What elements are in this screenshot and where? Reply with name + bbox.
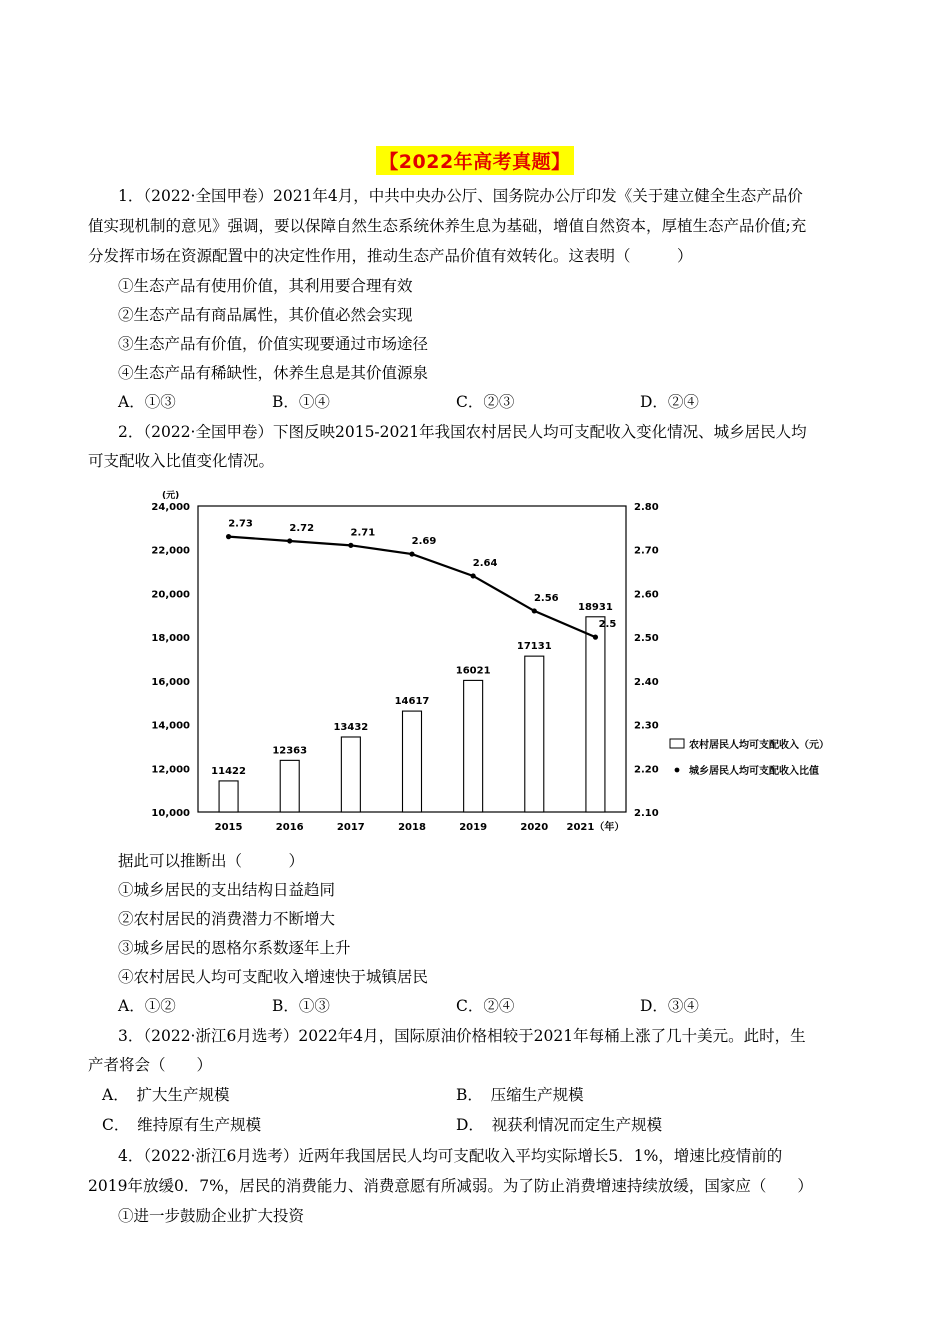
- q1-option-d[interactable]: D．②④: [640, 393, 699, 411]
- ratio-value-label: 2.5: [598, 619, 617, 631]
- q1-item-1: ①生态产品有使用价值，其利用要合理有效: [118, 277, 413, 295]
- left-tick-label: 10,000: [151, 808, 190, 819]
- q4-item-1: ①进一步鼓励企业扩大投资: [118, 1207, 305, 1225]
- q2-item-4: ④农村居民人均可支配收入增速快于城镇居民: [118, 968, 429, 986]
- right-tick-label: 2.20: [634, 764, 659, 776]
- q1-option-b[interactable]: B．①④: [272, 393, 330, 411]
- q1-option-a[interactable]: A．①③: [118, 393, 176, 411]
- q1-line-1: 1．（2022·全国甲卷）2021年4月，中共中央办公厅、国务院办公厅印发《关于建立健全生态产品价: [118, 187, 803, 205]
- q3-line-1: 3．（2022·浙江6月选考）2022年4月，国际原油价格相较于2021年每桶上涨了几十美元。此时，生: [118, 1027, 806, 1045]
- x-tick-label: 2018: [398, 822, 426, 833]
- legend-line-swatch: [675, 768, 680, 773]
- bar-value-label: 17131: [516, 641, 552, 653]
- right-tick-label: 2.80: [634, 502, 659, 513]
- income-bar: [525, 656, 544, 812]
- q1-item-3: ③生态产品有价值，价值实现要通过市场途径: [118, 335, 429, 353]
- left-axis-unit: (元): [162, 491, 180, 501]
- legend-bar-label: 农村居民人均可支配收入（元）: [689, 740, 829, 751]
- ratio-value-label: 2.71: [350, 527, 376, 539]
- q2-option-b[interactable]: B．①③: [272, 997, 330, 1015]
- q2-line-1: 2．（2022·全国甲卷）下图反映2015-2021年我国农村居民人均可支配收入变化情况、城乡居民人均: [118, 423, 807, 441]
- right-tick-label: 2.60: [634, 589, 659, 601]
- q3-line-2: 产者将会（ ）: [88, 1056, 213, 1074]
- q3-option-a[interactable]: A． 扩大生产规模: [102, 1086, 230, 1104]
- ratio-value-label: 2.73: [228, 518, 253, 530]
- legend-bar-swatch: [670, 739, 684, 748]
- right-tick-label: 2.40: [634, 676, 659, 688]
- income-bar: [219, 781, 238, 812]
- ratio-point: [593, 635, 598, 640]
- q4-line-1: 4．（2022·浙江6月选考）近两年我国居民人均可支配收入平均实际增长5．1%，增速比疫情前的: [118, 1147, 783, 1165]
- left-tick-label: 12,000: [151, 764, 190, 776]
- x-tick-label: 2016: [275, 822, 304, 833]
- x-tick-label: 2015: [214, 822, 243, 833]
- right-tick-label: 2.70: [634, 545, 659, 557]
- left-tick-label: 18,000: [151, 633, 190, 645]
- income-bar: [341, 737, 360, 812]
- q3-option-b[interactable]: B． 压缩生产规模: [456, 1086, 584, 1104]
- section-title: 【2022年高考真题】: [376, 146, 573, 175]
- ratio-point: [226, 534, 231, 539]
- ratio-point: [348, 543, 353, 548]
- ratio-value-label: 2.56: [533, 592, 559, 604]
- title-container: [0, 146, 950, 175]
- q2-line-2: 可支配收入比值变化情况。: [88, 452, 275, 470]
- q4-line-2: 2019年放缓0．7%，居民的消费能力、消费意愿有所减弱。为了防止消费增速持续放缓，国家应（ ）: [88, 1177, 813, 1195]
- income-bar: [464, 680, 483, 812]
- left-tick-label: 14,000: [151, 720, 190, 732]
- q2-prompt: 据此可以推断出（ ）: [118, 852, 305, 870]
- ratio-point: [287, 538, 292, 543]
- x-tick-label: 2021（年）: [566, 822, 625, 833]
- left-tick-label: 20,000: [151, 589, 190, 601]
- bar-value-label: 18931: [578, 601, 613, 613]
- right-tick-label: 2.10: [634, 808, 659, 819]
- ratio-point: [471, 573, 476, 578]
- q1-item-4: ④生态产品有稀缺性，休养生息是其价值源泉: [118, 364, 429, 382]
- x-tick-label: 2020: [520, 822, 549, 833]
- bar-value-label: 14617: [394, 696, 430, 708]
- q2-item-3: ③城乡居民的恩格尔系数逐年上升: [118, 939, 351, 957]
- left-tick-label: 24,000: [151, 502, 190, 513]
- q2-option-a[interactable]: A．①②: [118, 997, 176, 1015]
- left-tick-label: 16,000: [151, 676, 190, 688]
- bar-value-label: 16021: [455, 665, 491, 677]
- q1-item-2: ②生态产品有商品属性，其价值必然会实现: [118, 306, 413, 324]
- q3-option-d[interactable]: D． 视获利情况而定生产规模: [456, 1116, 663, 1134]
- q1-line-2: 值实现机制的意见》强调，要以保障自然生态系统休养生息为基础，增值自然资本，厚植生态产品价值;充: [88, 217, 807, 235]
- q1-line-3: 分发挥市场在资源配置中的决定性作用，推动生态产品价值有效转化。这表明（ ）: [88, 247, 693, 265]
- ratio-value-label: 2.72: [289, 522, 315, 534]
- q2-option-d[interactable]: D．③④: [640, 997, 699, 1015]
- income-bar: [403, 711, 422, 812]
- income-chart: [140, 482, 860, 842]
- right-tick-label: 2.50: [634, 633, 659, 645]
- income-bar: [586, 617, 605, 812]
- ratio-point: [532, 608, 537, 613]
- bar-value-label: 11422: [211, 765, 246, 777]
- q2-item-1: ①城乡居民的支出结构日益趋同: [118, 881, 336, 899]
- ratio-value-label: 2.64: [472, 557, 498, 569]
- bar-value-label: 13432: [333, 721, 369, 733]
- legend-line-label: 城乡居民人均可支配收入比值: [689, 766, 819, 777]
- income-bar: [280, 760, 299, 812]
- left-tick-label: 22,000: [151, 545, 190, 557]
- ratio-point: [409, 551, 414, 556]
- right-tick-label: 2.30: [634, 720, 659, 732]
- q2-item-2: ②农村居民的消费潜力不断增大: [118, 910, 336, 928]
- q2-option-c[interactable]: C．②④: [456, 997, 515, 1015]
- x-tick-label: 2017: [336, 822, 365, 833]
- ratio-value-label: 2.69: [411, 536, 437, 548]
- q3-option-c[interactable]: C． 维持原有生产规模: [102, 1116, 262, 1134]
- bar-value-label: 12363: [272, 745, 308, 757]
- q1-option-c[interactable]: C．②③: [456, 393, 515, 411]
- x-tick-label: 2019: [459, 822, 488, 833]
